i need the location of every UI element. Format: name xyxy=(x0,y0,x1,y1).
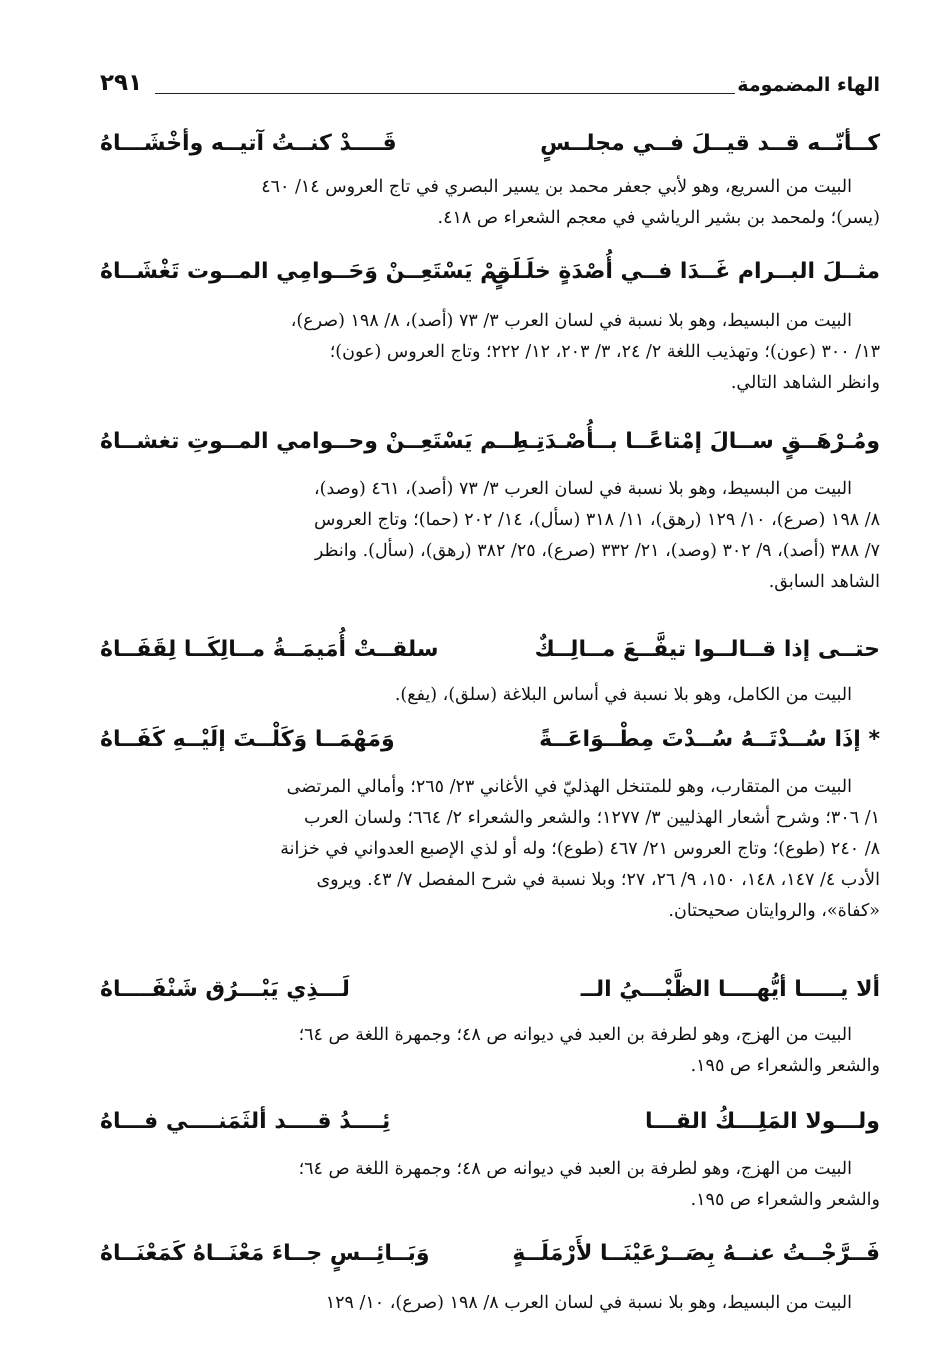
note-line: «كفاة»، والروايتان صحيحتان. xyxy=(668,901,880,921)
note-line: البيت من الهزج، وهو لطرفة بن العبد في ديوانه ص ٤٨؛ وجمهرة اللغة ص ٦٤؛ xyxy=(298,1159,852,1179)
verse xyxy=(100,972,880,1012)
verse-second-hemistich: وَبَــائِــسٍ جــاءَ مَعْنَــاهُ كَمَعْنَــاهُ xyxy=(100,1241,430,1266)
verse-note xyxy=(100,172,880,234)
verse-note xyxy=(100,306,880,399)
verse-note xyxy=(100,1020,880,1082)
verse xyxy=(100,722,880,762)
note-line: (يسر)؛ ولمحمد بن بشير الرياشي في معجم الشعراء ص ٤١٨. xyxy=(437,208,880,228)
note-line: البيت من البسيط، وهو بلا نسبة في لسان العرب ٣/ ٧٣ (أصد)، ٤٦١ (وصد)، xyxy=(314,479,852,499)
running-title: الهاء المضمومة xyxy=(737,74,880,96)
verse-second-hemistich: ئِــــدُ قــــد ألثَمَنــــي فـــاهُ xyxy=(100,1109,391,1134)
note-line: ٨/ ٢٤٠ (طوع)؛ وتاج العروس ٢١/ ٤٦٧ (طوع)؛ وله أو لذي الإصبع العدواني في خزانة xyxy=(280,839,880,859)
note-line: البيت من المتقارب، وهو للمتنخل الهذليّ في الأغاني ٢٣/ ٢٦٥؛ وأمالي المرتضى xyxy=(286,777,852,797)
note-line: البيت من البسيط، وهو بلا نسبة في لسان العرب ٣/ ٧٣ (أصد)، ٨/ ١٩٨ (صرع)، xyxy=(290,311,852,331)
verse-second-hemistich: وَمَهْمَــا وَكَلْــتَ إلَيْــهِ كَفَــاهُ xyxy=(100,727,395,752)
verse-note xyxy=(100,772,880,927)
note-line: ٧/ ٣٨٨ (أصد)، ٩/ ٣٠٢ (وصد)، ٢١/ ٣٣٢ (صرع)، ٢٥/ ٣٨٢ (رهق)، (سأل). وانظر xyxy=(314,541,880,561)
verse xyxy=(100,424,880,464)
note-line: وانظر الشاهد التالي. xyxy=(730,373,880,393)
verse-second-hemistich: سلقــتْ أُمَيمَــةُ مــالِكَــا لِقَفَــاهُ xyxy=(100,637,439,662)
note-line: الشاهد السابق. xyxy=(768,572,880,592)
verse xyxy=(100,632,880,672)
note-line: البيت من السريع، وهو لأبي جعفر محمد بن يسير البصري في تاج العروس ١٤/ ٤٦٠ xyxy=(261,177,852,197)
verse-first-hemistich: كــأنّــه قــد قيــلَ فــي مجلــسٍ xyxy=(540,131,880,156)
verse-first-hemistich: فَــرَّجْــتُ عنــهُ بِصَــرْعَيْنَــا لأَرْمَلَــةٍ xyxy=(512,1241,880,1266)
note-line: البيت من البسيط، وهو بلا نسبة في لسان العرب ٨/ ١٩٨ (صرع)، ١٠/ ١٢٩ xyxy=(325,1293,852,1313)
note-line: الأدب ٤/ ١٤٧، ١٤٨، ١٥٠، ٩/ ٢٦، ٢٧؛ وبلا نسبة في شرح المفصل ٧/ ٤٣. ويروى xyxy=(316,870,880,890)
note-line: والشعر والشعراء ص ١٩٥. xyxy=(690,1056,880,1076)
verse-note xyxy=(100,680,880,711)
note-line: البيت من الكامل، وهو بلا نسبة في أساس البلاغة (سلق)، (يفع). xyxy=(394,685,852,705)
verse xyxy=(100,1104,880,1144)
header-rule xyxy=(155,93,735,94)
note-line: ١/ ٣٠٦؛ وشرح أشعار الهذليين ٣/ ١٢٧٧؛ والشعر والشعراء ٢/ ٦٦٤؛ ولسان العرب xyxy=(303,808,880,828)
verse-first-hemistich: حتــى إذا قــالــوا تيفَّــعَ مــالِــكٌ xyxy=(534,637,880,662)
verse-first-hemistich: * إذَا سُــدْتَــهُ سُــدْتَ مِطْــوَاعَــةً xyxy=(539,727,880,752)
verse xyxy=(100,126,880,166)
note-line: ١٣/ ٣٠٠ (عون)؛ وتهذيب اللغة ٢/ ٢٤، ٣/ ٢٠٣، ١٢/ ٢٢٢؛ وتاج العروس (عون)؛ xyxy=(329,342,880,362)
verse-second-hemistich: لَـــذِي يَبْـــرُق شَنْفَــــاهُ xyxy=(100,977,350,1002)
verse-first-hemistich: ومُـرْهَــقٍ ســالَ إمْتاعًــا بــأُصْـدَتِـهِ xyxy=(515,429,880,454)
verse-second-hemistich: لــم يَسْتَعِــنْ وحــوامي المــوتِ تغشــاهُ xyxy=(100,429,521,454)
note-line: ٨/ ١٩٨ (صرع)، ١٠/ ١٢٩ (رهق)، ١١/ ٣١٨ (سأل)، ١٤/ ٢٠٢ (حما)؛ وتاج العروس xyxy=(314,510,880,530)
verse-note xyxy=(100,474,880,598)
verse xyxy=(100,254,880,294)
note-line: والشعر والشعراء ص ١٩٥. xyxy=(690,1190,880,1210)
page-header xyxy=(100,70,880,106)
page-number: ٢٩١ xyxy=(100,70,143,96)
verse-note xyxy=(100,1154,880,1216)
verse-second-hemistich: لَــمْ يَسْتَعِــنْ وَحَــوامِي المــوت تَغْشَــاهُ xyxy=(100,259,521,284)
verse-first-hemistich: ولـــولا المَلِـــكُ القـــا xyxy=(644,1109,880,1134)
verse-first-hemistich: ألا يـــــا أيُّهــــا الظَّبْـــيُ الــ xyxy=(580,977,880,1002)
verse xyxy=(100,1236,880,1276)
verse-first-hemistich: مثــلَ البــرام غَــدَا فــي أُصْدَةٍ خلَــقٍ xyxy=(491,259,880,284)
verse-note xyxy=(100,1288,880,1319)
verse-second-hemistich: قَــــدْ كنــتُ آتيــه وأخْشَـــاهُ xyxy=(100,131,397,156)
note-line: البيت من الهزج، وهو لطرفة بن العبد في ديوانه ص ٤٨؛ وجمهرة اللغة ص ٦٤؛ xyxy=(298,1025,852,1045)
